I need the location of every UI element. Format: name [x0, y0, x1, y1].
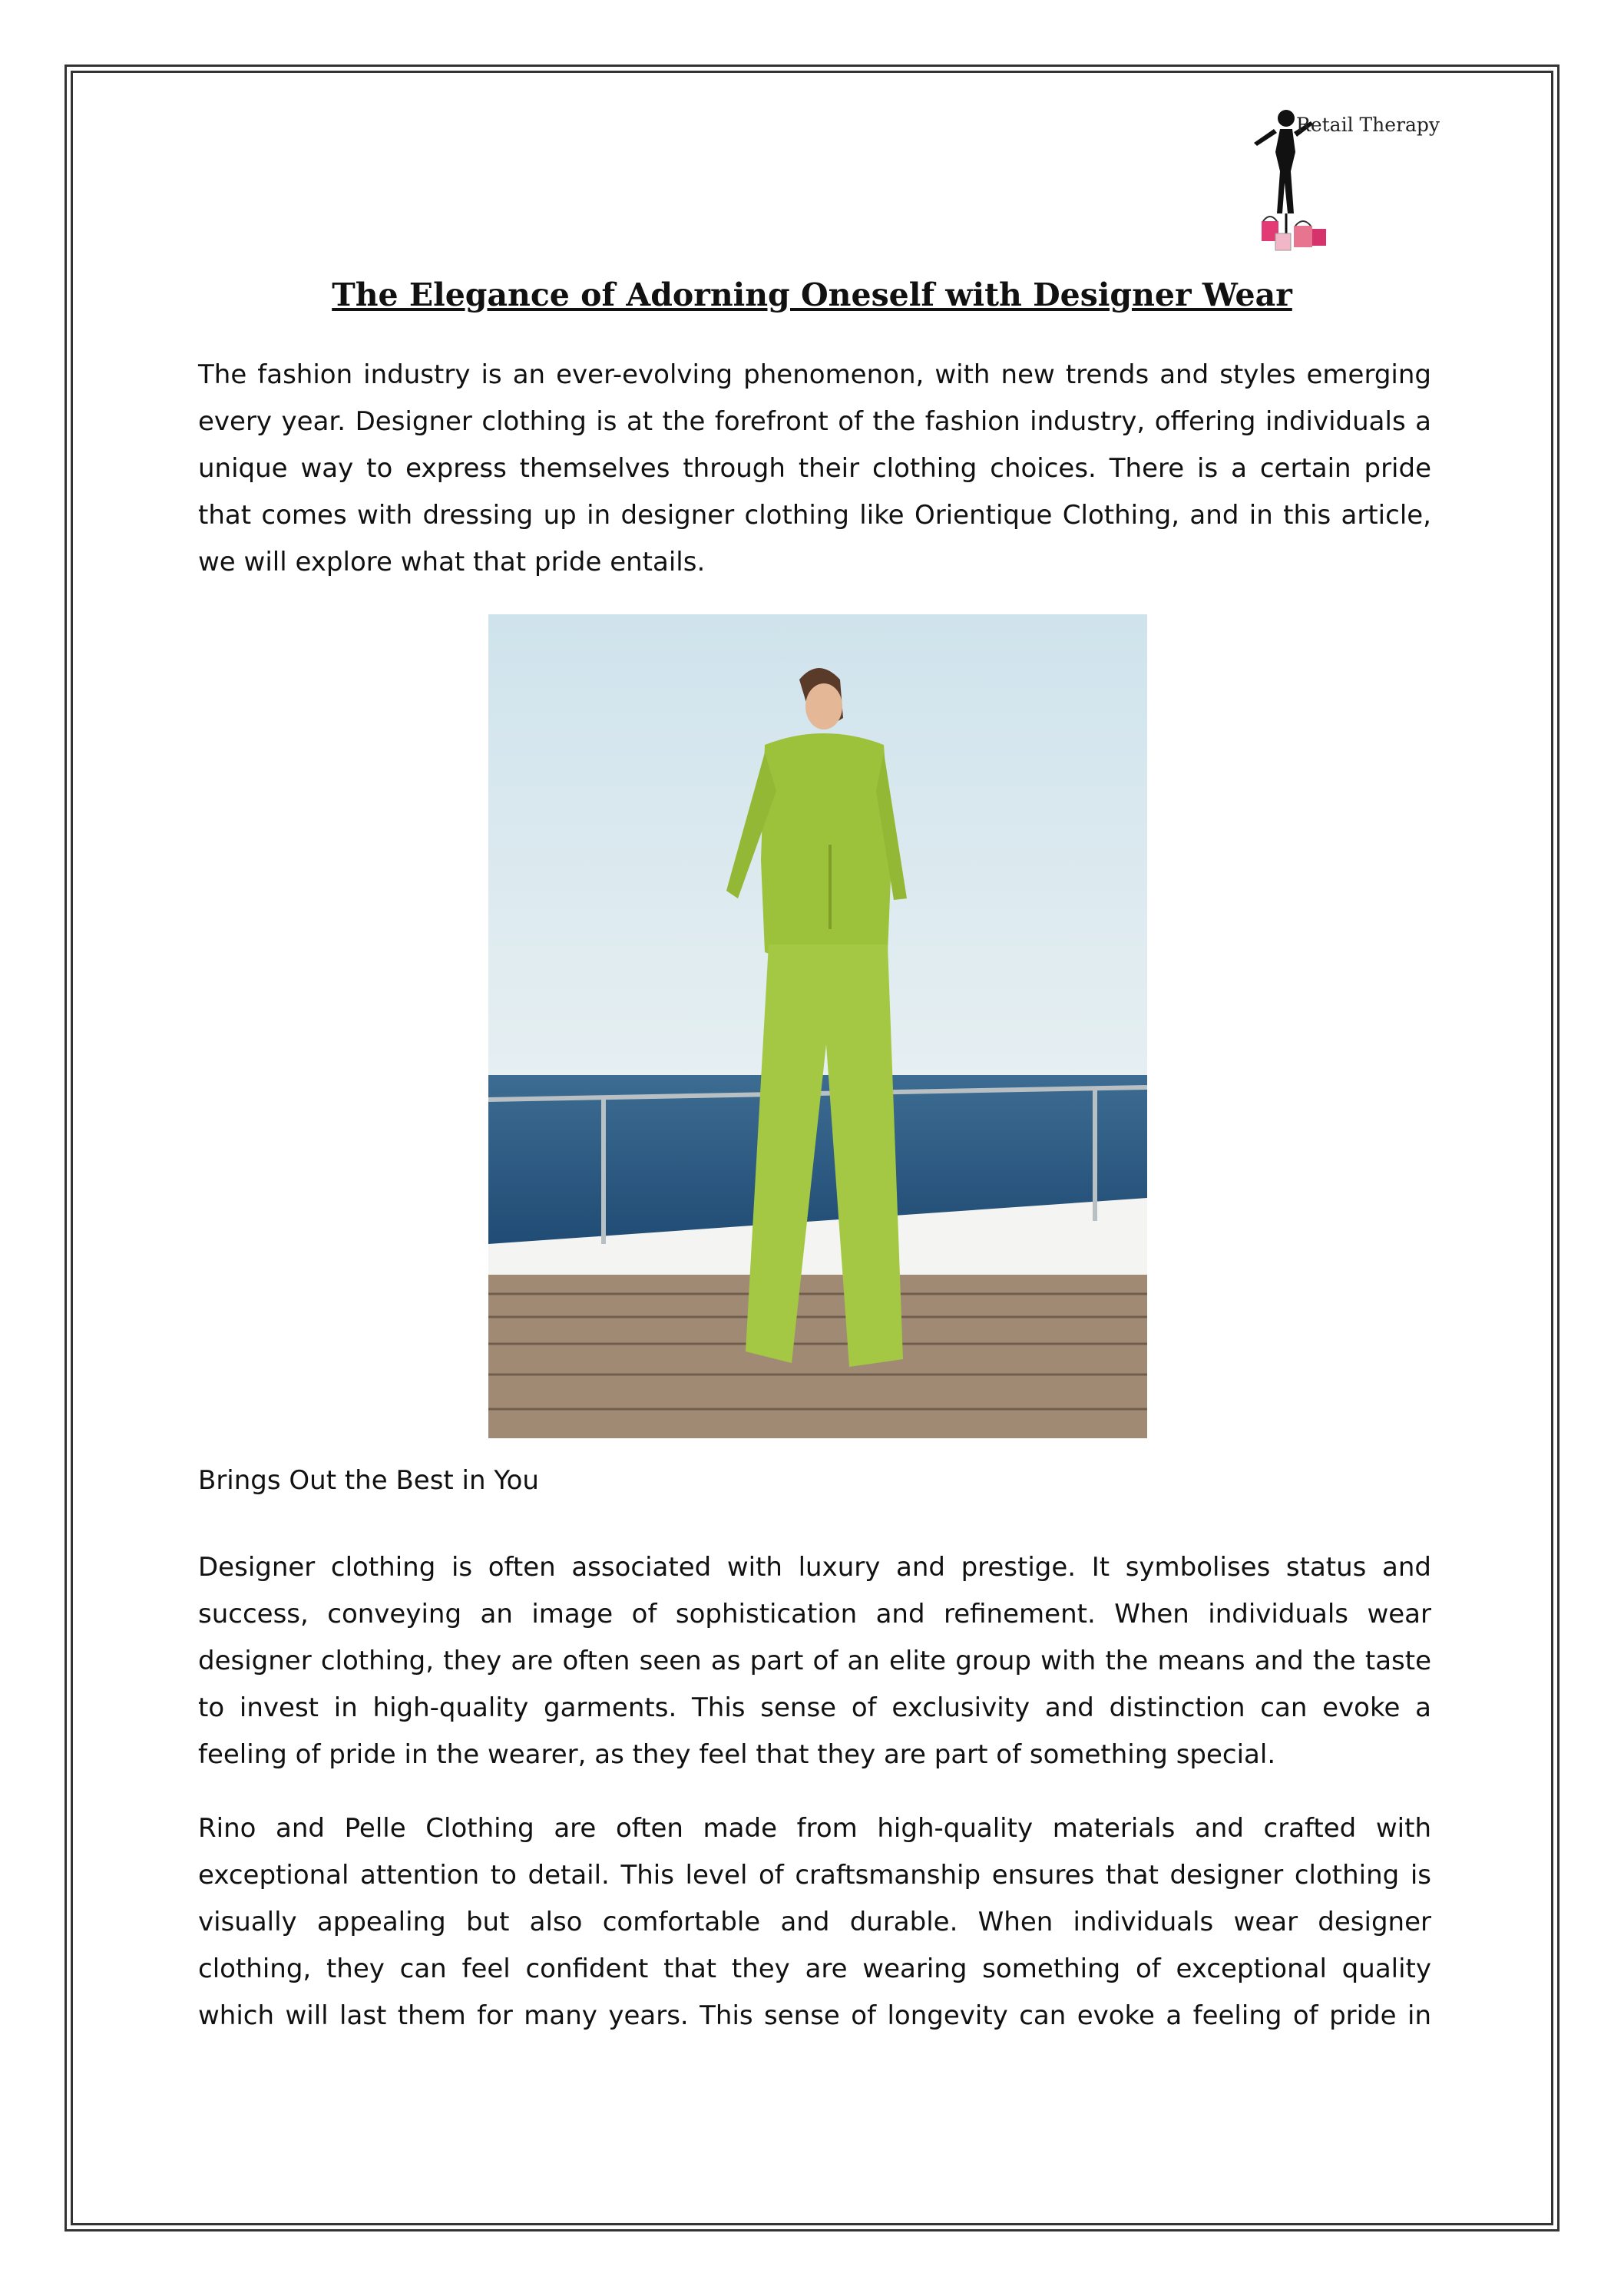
body-paragraph-2: Rino and Pelle Clothing are often made from high-quality materials and crafted with exceptional attention to detail. This level of craftsmanship ensures that designer clothing is visually appealing but also comfortable and durable. When individuals wear designer clothing, they can feel confident that they are wearing something of exceptional quality which will last them for many years. This sense of longevity can evoke a feeling of pride in [198, 1813, 1431, 2031]
article-title: The Elegance of Adorning Oneself with Designer Wear [332, 276, 1292, 313]
intro-paragraph: The fashion industry is an ever-evolving phenomenon, with new trends and styles emerging every year. Designer clothing is at the forefront of the fashion industry, offering individuals a unique way to express themselves through their clothing choices. There is a certain pride that comes with dressing up in designer clothing like Orientique Clothing, and in this article, we will explore what that pride entails. [198, 359, 1431, 577]
designer-jumpsuit-photo [488, 614, 1147, 1438]
logo-brand-name: Retail Therapy [1296, 114, 1440, 136]
section-heading: Brings Out the Best in You [198, 1465, 539, 1496]
body-paragraph-1: Designer clothing is often associated with luxury and prestige. It symbolises status and success, conveying an image of sophistication and refinement. When individuals wear designer clothing, they are often seen as part of an elite group with the means and the taste to invest in high-quality garments. This sense of exclusivity and distinction can evoke a feeling of pride in the wearer, as they feel that they are part of something special. [198, 1552, 1431, 1770]
